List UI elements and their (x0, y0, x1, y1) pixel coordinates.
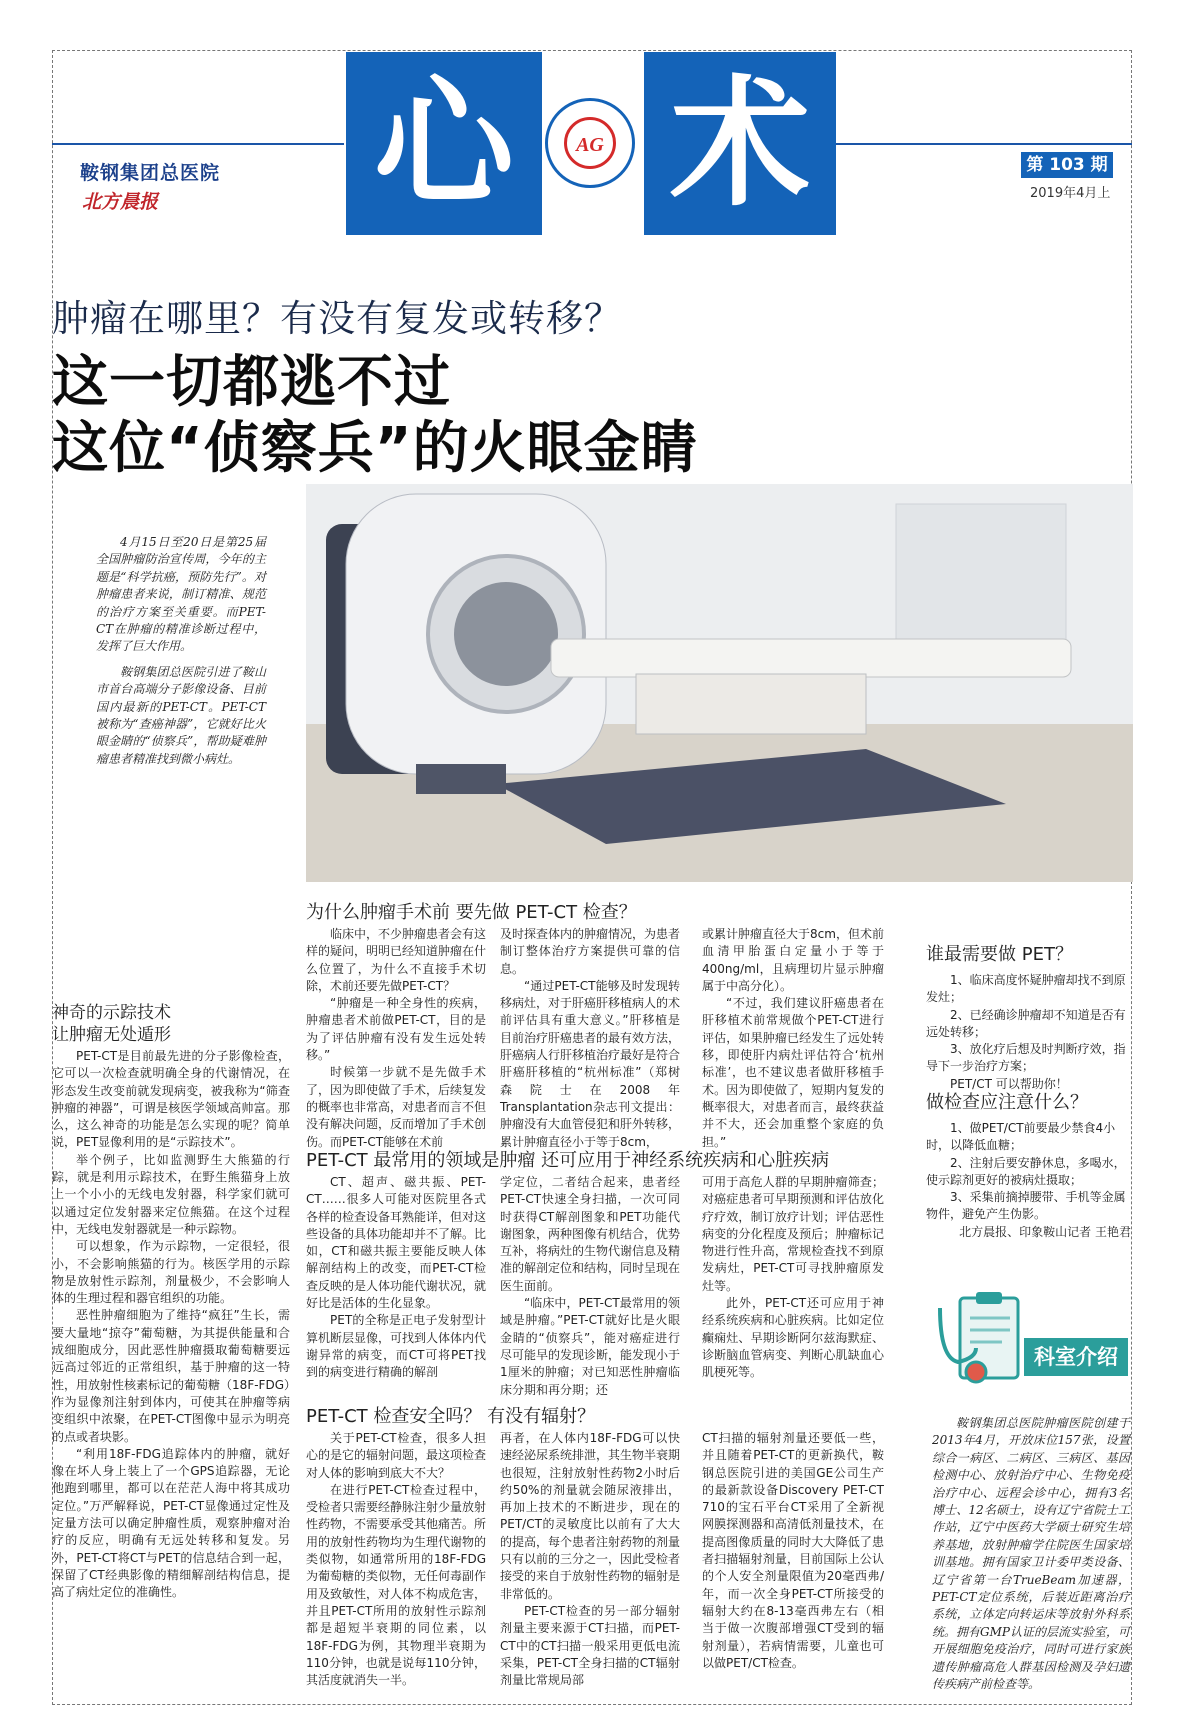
paragraph: 再者，在人体内18F-FDG可以快速经泌尿系统排泄，其生物半衰期也很短，注射放射性药物2小时后约50%的剂量就会随尿液排出，再加上技术的不断进步，现在的PET/CT的灵敏度比以前有了大大的提高，每个患者注射药物的剂量只有以前的三分之一，因此受检者接受的来自于放射性药物的辐射是非常低的。 (500, 1431, 681, 1601)
paragraph: “通过PET-CT能够及时发现转移病灶，对于肝癌肝移植病人的术前评估具有重大意义。”肝移植是目前治疗肝癌患者的最有效方法，肝癌病人行肝移植治疗最好是符合肝癌肝移植的“杭州标准”（郑树森院士在2008年Transplantation杂志刊文提出：肿瘤没有大血管侵犯和肝外转移，累计肿瘤直径小于等于8cm， (500, 978, 681, 1149)
paragraph: “临床中，PET-CT最常用的领域是肿瘤。”PET-CT就好比是火眼金睛的“侦察兵”，能对癌症进行尽可能早的发现诊断，能发现小于1厘米的肿瘤；对已知恶性肿瘤临床分期和再分期；还 (500, 1296, 681, 1397)
sidebar-who-list (926, 972, 1131, 1093)
paragraph: 举个例子，比如监测野生大熊猫的行踪，就是利用示踪技术，在野生熊猫身上放上一个小小的无线电发射器，科学家们就可以通过定位发射器来定位熊猫。在这个过程中，无线电发射器就是一种示踪物。 (52, 1152, 290, 1236)
left-subhead-1: 神奇的示踪技术 (52, 1003, 171, 1023)
headline-line1: 这一切都逃不过 (52, 350, 451, 415)
logo-ring (564, 117, 616, 169)
paragraph: 时候第一步就不是先做手术了，因为即使做了手术，后续复发的概率也非常高，对患者而言不但没有解决问题，反而增加了手术创伤。而PET-CT能够在术前 (306, 1065, 487, 1149)
pet-ct-photo (306, 484, 1133, 882)
sidebar-notes-title: 做检查应注意什么？ (926, 1092, 1088, 1113)
section1-col3 (702, 926, 884, 1149)
sidebar-who-title: 谁最需要做 PET？ (926, 944, 1073, 965)
paragraph: 或累计肿瘤直径大于8cm，但术前血清甲胎蛋白定量小于等于400ng/ml，且病理切片显示肿瘤属于中高分化）。 (702, 927, 884, 993)
section3-col2 (500, 1430, 680, 1702)
paragraph: CT、超声、磁共振、PET-CT……很多人可能对医院里各式各样的检查设备耳熟能详，但对这些设备的具体功能却并不了解。比如，CT和磁共振主要能反映人体解剖结构上的改变，而PET-CT检查反映的是人体功能代谢状况，就好比是活体的生化显象。 (306, 1175, 487, 1311)
newspaper-name: 北方晨报 (82, 191, 159, 213)
list-item: 1、临床高度怀疑肿瘤却找不到原发灶； (926, 973, 1126, 1005)
paragraph: 可以想象，作为示踪物，一定很轻，很小，不会影响熊猫的行为。核医学用的示踪物是放射性示踪剂，剂量极少，不会影响人体的生理过程和器官组织的功能。 (52, 1239, 290, 1306)
issue-date: 2019年4月上 (1030, 186, 1111, 201)
paragraph: PET-CT检查的另一部分辐射剂量主要来源于CT扫描，而PET-CT中的CT扫描一般采用更低电流采集，PET-CT全身扫描的CT辐射剂量比常规局部 (500, 1603, 680, 1688)
masthead-char-left: 心 (373, 62, 514, 226)
masthead-rule-left (52, 143, 344, 145)
paragraph: PET-CT是目前最先进的分子影像检查，它可以一次检查就明确全身的代谢情况，在形态发生改变前就发现病变，被我称为“筛查肿瘤的神器”，可谓是核医学领域高帅富。那么，这么神奇的功能是怎么实现的呢？简单说，PET显像利用的是“示踪技术”。 (52, 1049, 290, 1150)
section2-title: PET-CT 最常用的领域是肿瘤 还可应用于神经系统疾病和心脏疾病 (306, 1150, 830, 1171)
paragraph: 临床中，不少肿瘤患者会有这样的疑问，明明已经知道肿瘤在什么位置了，为什么不直接手术切除，术前还要先做PET-CT？ (306, 927, 487, 993)
paragraph: “不过，我们建议肝癌患者在肝移植术前常规做个PET-CT进行评估，如果肿瘤已经发生了远处转移，即使肝内病灶评估符合‘杭州标准’，也不建议患者做肝移植手术。因为即使做了，短期内复发的概率很大，对患者而言，最终获益并不大，还会加重整个家庭的负担。” (702, 996, 884, 1149)
dept-intro-text (932, 1415, 1130, 1694)
dept-intro-label: 科室介绍 (1024, 1338, 1128, 1376)
masthead-block-left (346, 52, 542, 235)
left-column-body (52, 1048, 290, 1703)
paragraph: 学定位，二者结合起来，患者经PET-CT快速全身扫描，一次可同时获得CT解剖图象和PET功能代谢图象，两种图像有机结合，优势互补，将病灶的生物代谢信息及精准的解剖定位和结构，同时呈现在医生面前。 (500, 1175, 681, 1293)
masthead-char-right: 术 (669, 62, 810, 226)
paragraph: 恶性肿瘤细胞为了维持“疯狂”生长，需要大量地“掠夺”葡萄糖，为其提供能量和合成细胞成分，因此恶性肿瘤摄取葡萄糖要远远高过邻近的正常组织，基于肿瘤的这一特性，用放射性核素标记的葡萄糖（18F-FDG）作为显像剂注射到体内，可使其在肿瘤等病变组织中浓聚，在PET-CT图像中显示为明亮的点或者块影。 (52, 1308, 290, 1444)
section2-col2 (500, 1174, 681, 1397)
paragraph: “肿瘤是一种全身性的疾病，肿瘤患者术前做PET-CT，目的是为了评估肿瘤有没有发生远处转移。” (306, 996, 486, 1063)
intro-text (96, 534, 266, 768)
section2-col3 (702, 1174, 884, 1392)
list-item: PET/CT 可以帮助你！ (950, 1076, 1068, 1091)
section1-col1 (306, 926, 487, 1149)
masthead-rule-right (836, 143, 1132, 145)
hospital-name: 鞍钢集团总医院 (80, 162, 221, 184)
paragraph: 此外，PET-CT还可应用于神经系统疾病和心脏疾病。比如定位癫痫灶、早期诊断阿尔兹海默症、诊断脑血管病变、判断心肌缺血心肌梗死等。 (702, 1296, 884, 1380)
section3-col1 (306, 1430, 486, 1702)
paragraph: 及时探查体内的肿瘤情况，为患者制订整体治疗方案提供可靠的信息。 (500, 927, 681, 976)
issue-badge: 第 103 期 (1021, 152, 1113, 178)
paragraph: CT扫描的辐射剂量还要低一些，并且随着PET-CT的更新换代，鞍钢总医院引进的美国GE公司生产的最新款设备Discovery PET-CT 710的宝石平台CT采用了全新视网膜探测器和高清低剂量技术，在提高图像质量的同时大大降低了患者扫描辐射剂量，目前国际上公认的个人安全剂量限值为20毫西弗/年，而一次全身PET-CT所接受的辐射大约在8-13毫西弗左右（相当于做一次腹部增强CT受到的辐射剂量），若病情需要，儿童也可以做PET/CT检查。 (702, 1431, 884, 1670)
left-subhead-2: 让肿瘤无处遁形 (52, 1025, 171, 1045)
sidebar-notes-list (926, 1120, 1131, 1241)
section3-title: PET-CT 检查安全吗？ 有没有辐射？ (306, 1406, 596, 1427)
paragraph: PET的全称是正电子发射型计算机断层显像，可找到人体体内代谢异常的病变，而CT可将PET找到的病变进行精确的解剖 (306, 1313, 487, 1380)
paragraph: “利用18F-FDG追踪体内的肿瘤，就好像在坏人身上装上了一个GPS追踪器，无论他跑到哪里，都可以在茫茫人海中将其成功定位。”万严解释说，PET-CT显像通过定性及定量方法可以确定肿瘤性质，观察肿瘤对治疗的反应，明确有无远处转移和复发。另外，PET-CT将CT与PET的信息结合到一起，保留了CT经典影像的精细解剖结构信息，提高了病灶定位的准确性。 (52, 1446, 290, 1600)
paragraph: 在进行PET-CT检查过程中，受检者只需要经静脉注射少量放射性药物，不需要承受其他痛苦。所用的放射性药物均为生理代谢物的类似物，如通常所用的18F-FDG为葡萄糖的类似物，无任何毒副作用及致敏性，对人体不构成危害，并且PET-CT所用的放射性示踪剂都是超短半衰期的同位素，以18F-FDG为例，其物理半衰期为110分钟，也就是说每110分钟，其活度就消失一半。 (306, 1482, 487, 1688)
list-item: 3、采集前摘掉腰带、手机等金属物件，避免产生伪影。 (926, 1190, 1126, 1222)
logo-text: AG (576, 134, 604, 156)
section1-col2 (500, 926, 681, 1149)
headline-line2: 这位“侦察兵”的火眼金睛 (52, 416, 698, 481)
paragraph: 关于PET-CT检查，很多人担心的是它的辐射问题，最这项检查对人体的影响到底大不大？ (306, 1431, 487, 1480)
section2-col1 (306, 1174, 486, 1392)
section3-col3 (702, 1430, 884, 1702)
paragraph: 鞍钢集团总医院肿瘤医院创建于2013年4月，开放床位157张，设置综合一病区、二病区、三病区、基因检测中心、放射治疗中心、生物免疫治疗中心、远程会诊中心，拥有3名博士、12名硕士，设有辽宁省院士工作站，辽宁中医药大学硕士研究生培养基地，放射肿瘤学住院医生国家培训基地。拥有国家卫计委甲类设备、辽宁省第一台TrueBeam加速器，PET-CT定位系统，后装近距离治疗系统，立体定向转运床等放射外科系统。拥有GMP认证的层流实验室，可开展细胞免疫治疗，同时可进行家族遗传肿瘤高危人群基因检测及孕妇遗传疾病产前检查等。 (932, 1416, 1130, 1692)
intro-paragraph: 鞍钢集团总医院引进了鞍山市首台高端分子影像设备、目前国内最新的PET-CT。PET-CT被称为“查癌神器”，它就好比火眼金睛的“侦察兵”，帮助疑难肿瘤患者精准找到微小病灶。 (96, 664, 266, 766)
pet-ct-illustration (306, 484, 1133, 882)
list-item: 3、放化疗后想及时判断疗效，指导下一步治疗方案； (926, 1042, 1126, 1074)
section1-title: 为什么肿瘤手术前 要先做 PET-CT 检查？ (306, 902, 637, 923)
list-item: 2、注射后要安静休息，多喝水，使示踪剂更好的被病灶摄取； (926, 1155, 1126, 1187)
byline: 北方晨报、印象鞍山记者 王艳君 (959, 1224, 1131, 1239)
hospital-logo (545, 98, 635, 188)
paragraph: 可用于高危人群的早期肿瘤筛查；对癌症患者可早期预测和评估放化疗疗效，制订放疗计划；评估恶性病变的分化程度及预后；肿瘤标记物进行性升高，常规检查找不到原发病灶，PET-CT可寻找肿瘤原发灶等。 (702, 1175, 884, 1293)
headline-kicker: 肿瘤在哪里？有没有复发或转移？ (52, 297, 622, 340)
list-item: 1、做PET/CT前要最少禁食4小时，以降低血糖； (926, 1121, 1116, 1153)
list-item: 2、已经确诊肿瘤却不知道是否有远处转移； (926, 1007, 1126, 1039)
masthead-block-right (644, 52, 836, 235)
intro-paragraph: 4月15日至20日是第25届全国肿瘤防治宣传周，今年的主题是“科学抗癌，预防先行”。对肿瘤患者来说，制订精准、规范的治疗方案至关重要。而PET-CT在肿瘤的精准诊断过程中，发挥了巨大作用。 (96, 535, 266, 654)
stethoscope-clipboard-icon (930, 1288, 1030, 1398)
